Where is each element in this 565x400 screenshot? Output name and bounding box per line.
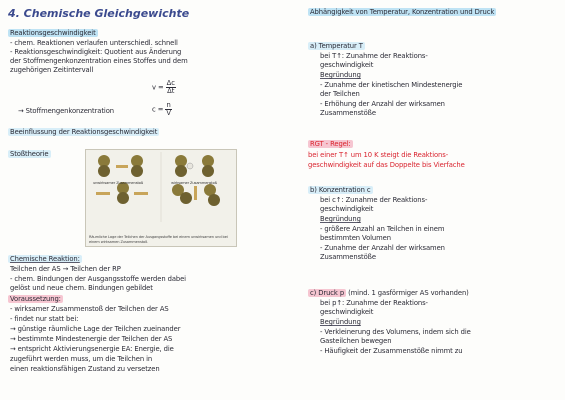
molecule-pair-unproductive-top [98, 155, 143, 177]
heading-influence: Beeinflussung der Reaktionsgeschwindigkeit [10, 128, 158, 136]
heading-pressure: c) Druck p (mind. 1 gasförmiger AS vorhanden) [310, 289, 469, 297]
condition-line: - wirksamer Zusammenstoß der Teilchen der AS [10, 305, 169, 313]
rate-line: der Stoffmengenkonzentration eines Stoffes und dem [10, 57, 188, 65]
pressure-line: Begründung [320, 318, 361, 326]
figure-label-productive: wirksamer Zusammenstoß [171, 181, 217, 185]
concentration-label: → Stoffmengenkonzentration [18, 107, 114, 115]
page-title: 4. Chemische Gleichgewichte [8, 7, 190, 20]
heading-temperature: a) Temperatur T [310, 42, 363, 50]
heading-rate: Reaktionsgeschwindigkeit [10, 29, 96, 37]
rate-line: - chem. Reaktionen verlaufen unterschiedl. schnell [10, 39, 178, 47]
heading-collision-theory: Stoßtheorie [10, 150, 49, 158]
rate-line: - Reaktionsgeschwindigkeit: Quotient aus Änderung [10, 48, 182, 56]
heading-dependency: Abhängigkeit von Temperatur, Konzentration und Druck [310, 8, 495, 16]
collision-figure [85, 149, 237, 247]
pressure-line: Gasteilchen bewegen [320, 337, 392, 345]
condition-line: → entspricht Aktivierungsenergie EA: Energie, die [10, 345, 174, 353]
concentration-line: geschwindigkeit [320, 205, 374, 213]
concentration-line: - größere Anzahl an Teilchen in einem [320, 225, 445, 233]
pressure-line: - Häufigkeit der Zusammenstöße nimmt zu [320, 347, 463, 355]
temperature-line: - Erhöhung der Anzahl der wirksamen [320, 100, 445, 108]
condition-line: zugeführt werden muss, um die Teilchen in [10, 355, 153, 363]
figure-label-unproductive: unwirksamer Zusammenstoß [92, 181, 144, 185]
figure-caption: Räumliche Lage der Teilchen der Ausgangsstoffe bei einem unwirksamen und bei einem wirksamen Zusammenstoß [89, 235, 228, 244]
concentration-line: Begründung [320, 215, 361, 223]
rate-line: zugehörigen Zeitintervall [10, 66, 94, 74]
pressure-line: bei p↑: Zunahme der Reaktions- [320, 299, 428, 307]
concentration-line: bestimmten Volumen [320, 234, 391, 242]
collision-illustration [86, 150, 236, 230]
temperature-line: bei T↑: Zunahme der Reaktions- [320, 52, 428, 60]
pressure-line: - Verkleinerung des Volumens, indem sich die [320, 328, 471, 336]
reaction-line: - chem. Bindungen der Ausgangsstoffe werden dabei [10, 275, 186, 283]
concentration-line: Zusammenstöße [320, 253, 376, 261]
temperature-line: - Zunahme der kinetischen Mindestenergie [320, 81, 463, 89]
reaction-equation: Teilchen der AS → Teilchen der RP [10, 265, 121, 273]
reaction-line: gelöst und neue chem. Bindungen gebildet [10, 284, 153, 292]
molecule-pair-productive-bottom [172, 184, 220, 206]
condition-line: - findet nur statt bei: [10, 315, 79, 323]
heading-condition: Voraussetzung: [10, 295, 61, 303]
concentration-line: - Zunahme der Anzahl der wirksamen [320, 244, 445, 252]
molecule-pair-productive-top [175, 155, 214, 177]
condition-line: → bestimmte Mindestenergie der Teilchen der AS [10, 335, 173, 343]
heading-rgt-rule: RGT - Regel: [310, 140, 351, 148]
temperature-line: der Teilchen [320, 90, 360, 98]
heading-reaction: Chemische Reaktion: [10, 255, 80, 263]
heading-concentration: b) Konzentration c [310, 186, 371, 194]
rgt-line: geschwindigkeit auf das Doppelte bis Vierfache [308, 161, 465, 169]
temperature-line: geschwindigkeit [320, 61, 374, 69]
rate-formula: v = $\frac{\Delta c}{\Delta t}$ [152, 79, 175, 95]
rgt-line: bei einer T↑ um 10 K steigt die Reaktions- [308, 151, 449, 159]
molecule-pair-unproductive-bottom [96, 182, 148, 204]
concentration-line: bei c↑: Zunahme der Reaktions- [320, 196, 428, 204]
condition-line: einen reaktionsfähigen Zustand zu versetzen [10, 365, 160, 373]
temperature-line: Zusammenstöße [320, 109, 376, 117]
condition-line: → günstige räumliche Lage der Teilchen zueinander [10, 325, 181, 333]
concentration-formula: c = $\frac{n}{V}$ [152, 101, 171, 117]
pressure-line: geschwindigkeit [320, 308, 374, 316]
temperature-line: Begründung [320, 71, 361, 79]
